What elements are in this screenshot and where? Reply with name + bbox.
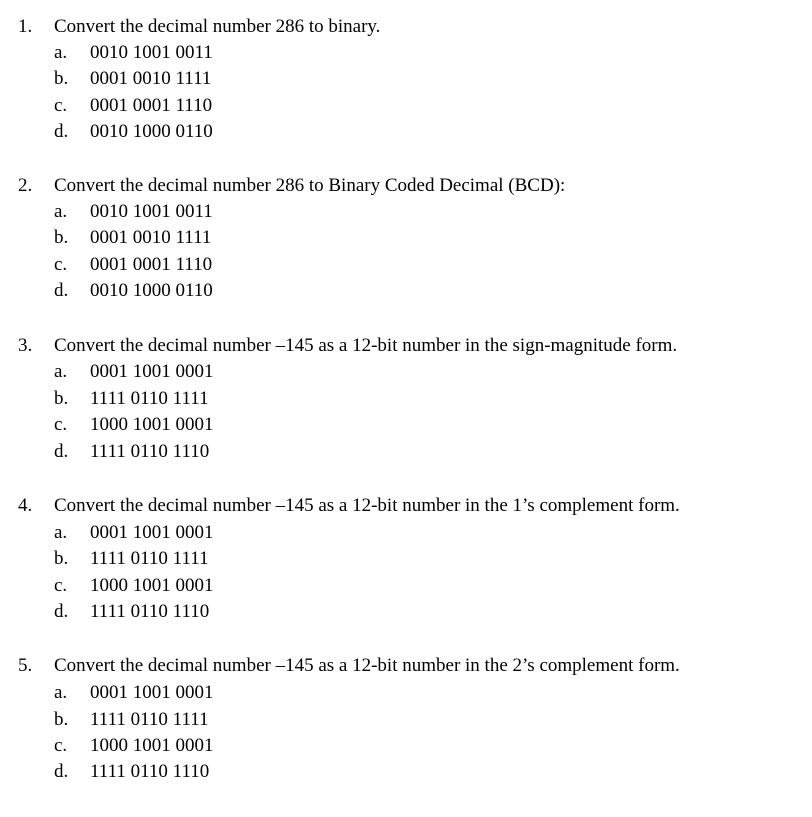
question-text: Convert the decimal number –145 as a 12-bit number in the sign-magnitude form. [54, 335, 678, 356]
option-value: 0001 1001 0001 [90, 522, 214, 543]
question-text: Convert the decimal number –145 as a 12-bit number in the 2’s complement form. [54, 655, 680, 676]
option-value: 0001 0010 1111 [90, 227, 212, 248]
option-value: 0001 1001 0001 [90, 682, 214, 703]
option-letter: c. [54, 735, 68, 756]
option-value: 1111 0110 1111 [90, 709, 209, 730]
question-text: Convert the decimal number 286 to Binary Coded Decimal (BCD): [54, 175, 566, 196]
option-letter: a. [54, 361, 68, 382]
option-letter: d. [54, 441, 69, 462]
question-number: 4. [18, 495, 33, 516]
option-value: 1111 0110 1111 [90, 388, 209, 409]
option-value: 1000 1001 0001 [90, 735, 214, 756]
option-value: 0010 1001 0011 [90, 42, 213, 63]
option-value: 0001 0010 1111 [90, 68, 212, 89]
option-value: 1111 0110 1110 [90, 601, 210, 622]
option-letter: b. [54, 388, 69, 409]
question-number: 1. [18, 16, 33, 37]
question-number: 3. [18, 335, 33, 356]
question-text: Convert the decimal number –145 as a 12-bit number in the 1’s complement form. [54, 495, 680, 516]
option-value: 1000 1001 0001 [90, 414, 214, 435]
option-value: 0010 1000 0110 [90, 121, 213, 142]
question-number: 5. [18, 655, 33, 676]
option-value: 0010 1001 0011 [90, 201, 213, 222]
option-letter: b. [54, 227, 69, 248]
option-letter: d. [54, 121, 69, 142]
option-value: 1000 1001 0001 [90, 575, 214, 596]
option-value: 0001 1001 0001 [90, 361, 214, 382]
option-letter: a. [54, 522, 68, 543]
option-letter: b. [54, 709, 69, 730]
option-value: 1111 0110 1110 [90, 441, 210, 462]
option-value: 1111 0110 1111 [90, 548, 209, 569]
option-letter: d. [54, 280, 69, 301]
question-number: 2. [18, 175, 33, 196]
option-letter: a. [54, 682, 68, 703]
option-letter: b. [54, 548, 69, 569]
option-letter: c. [54, 95, 68, 116]
option-letter: a. [54, 201, 68, 222]
option-letter: d. [54, 761, 69, 782]
question-text: Convert the decimal number 286 to binary. [54, 16, 381, 37]
option-value: 0010 1000 0110 [90, 280, 213, 301]
option-letter: d. [54, 601, 69, 622]
option-value: 0001 0001 1110 [90, 254, 213, 275]
option-value: 0001 0001 1110 [90, 95, 213, 116]
option-letter: c. [54, 254, 68, 275]
option-letter: c. [54, 575, 68, 596]
option-value: 1111 0110 1110 [90, 761, 210, 782]
option-letter: a. [54, 42, 68, 63]
option-letter: c. [54, 414, 68, 435]
option-letter: b. [54, 68, 69, 89]
